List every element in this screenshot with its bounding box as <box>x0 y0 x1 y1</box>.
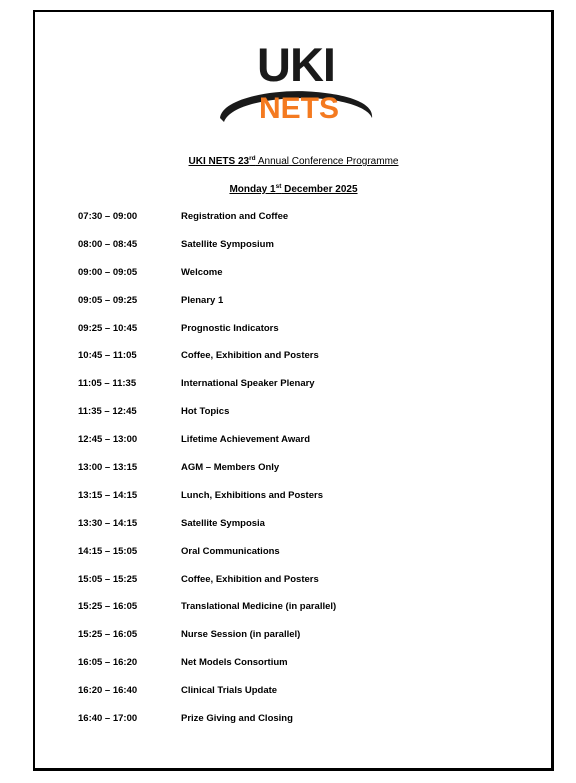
session-title: Plenary 1 <box>181 294 224 306</box>
session-title: Lunch, Exhibitions and Posters <box>181 489 323 501</box>
schedule-row <box>78 490 498 518</box>
schedule-row <box>78 629 498 657</box>
session-title: AGM – Members Only <box>181 462 280 474</box>
logo-text-nets: NETS <box>258 92 339 125</box>
session-title: Hot Topics <box>181 406 230 418</box>
session-time: 11:05 – 11:35 <box>78 378 137 390</box>
schedule-row <box>78 546 498 574</box>
session-time: 14:15 – 15:05 <box>78 545 138 557</box>
programme-title-suffix: Annual Conference Programme <box>255 156 399 167</box>
schedule-row <box>78 434 498 462</box>
session-time: 16:05 – 16:20 <box>78 657 138 669</box>
session-time: 11:35 – 12:45 <box>78 406 137 418</box>
session-time: 08:00 – 08:45 <box>78 238 138 250</box>
logo-text-uki: UKI <box>257 38 335 91</box>
programme-title-prefix: UKI NETS 23 <box>188 156 250 167</box>
session-time: 16:20 – 16:40 <box>78 685 138 697</box>
session-time: 13:30 – 14:15 <box>78 517 138 529</box>
schedule-row <box>78 462 498 490</box>
schedule-row <box>78 406 498 434</box>
schedule-row <box>78 350 498 378</box>
programme-title-sup: rd <box>249 155 256 162</box>
programme-date-prefix: Monday 1 <box>229 184 276 195</box>
session-time: 10:45 – 11:05 <box>78 350 137 362</box>
session-title: Coffee, Exhibition and Posters <box>181 573 319 585</box>
schedule-row <box>78 657 498 685</box>
schedule-row <box>78 685 498 713</box>
schedule-row <box>78 211 498 239</box>
session-time: 13:15 – 14:15 <box>78 489 138 501</box>
session-time: 15:25 – 16:05 <box>78 629 138 641</box>
session-title: Prize Giving and Closing <box>181 713 293 725</box>
session-title: Lifetime Achievement Award <box>181 434 310 446</box>
programme-date-sup: st <box>275 183 282 190</box>
session-title: Translational Medicine (in parallel) <box>181 601 337 613</box>
session-time: 13:00 – 13:15 <box>78 462 138 474</box>
session-time: 09:05 – 09:25 <box>78 294 138 306</box>
schedule-row <box>78 378 498 406</box>
session-title: Net Models Consortium <box>181 657 288 669</box>
session-title: Coffee, Exhibition and Posters <box>181 350 319 362</box>
session-title: Satellite Symposium <box>181 238 274 250</box>
session-title: Nurse Session (in parallel) <box>181 629 301 641</box>
uki-nets-logo <box>216 40 376 136</box>
session-title: Satellite Symposia <box>181 517 265 529</box>
session-title: Welcome <box>181 266 223 278</box>
session-time: 15:05 – 15:25 <box>78 573 138 585</box>
session-title: Clinical Trials Update <box>181 685 278 697</box>
session-time: 16:40 – 17:00 <box>78 713 138 725</box>
schedule-row <box>78 295 498 323</box>
schedule-row <box>78 574 498 602</box>
session-title: International Speaker Plenary <box>181 378 315 390</box>
schedule-row <box>78 323 498 351</box>
programme-date-suffix: December 2025 <box>281 184 358 195</box>
schedule-row <box>78 239 498 267</box>
session-title: Registration and Coffee <box>181 211 289 222</box>
session-time: 07:30 – 09:00 <box>78 211 138 222</box>
schedule-row <box>78 267 498 295</box>
schedule-row <box>78 601 498 629</box>
session-time: 12:45 – 13:00 <box>78 434 138 446</box>
session-title: Oral Communications <box>181 545 280 557</box>
programme-date <box>33 184 554 195</box>
session-time: 15:25 – 16:05 <box>78 601 138 613</box>
programme-title <box>33 156 554 167</box>
session-time: 09:25 – 10:45 <box>78 322 138 334</box>
schedule-row <box>78 518 498 546</box>
session-time: 09:00 – 09:05 <box>78 266 138 278</box>
schedule-list <box>78 211 498 741</box>
schedule-row <box>78 713 498 741</box>
session-title: Prognostic Indicators <box>181 322 279 334</box>
